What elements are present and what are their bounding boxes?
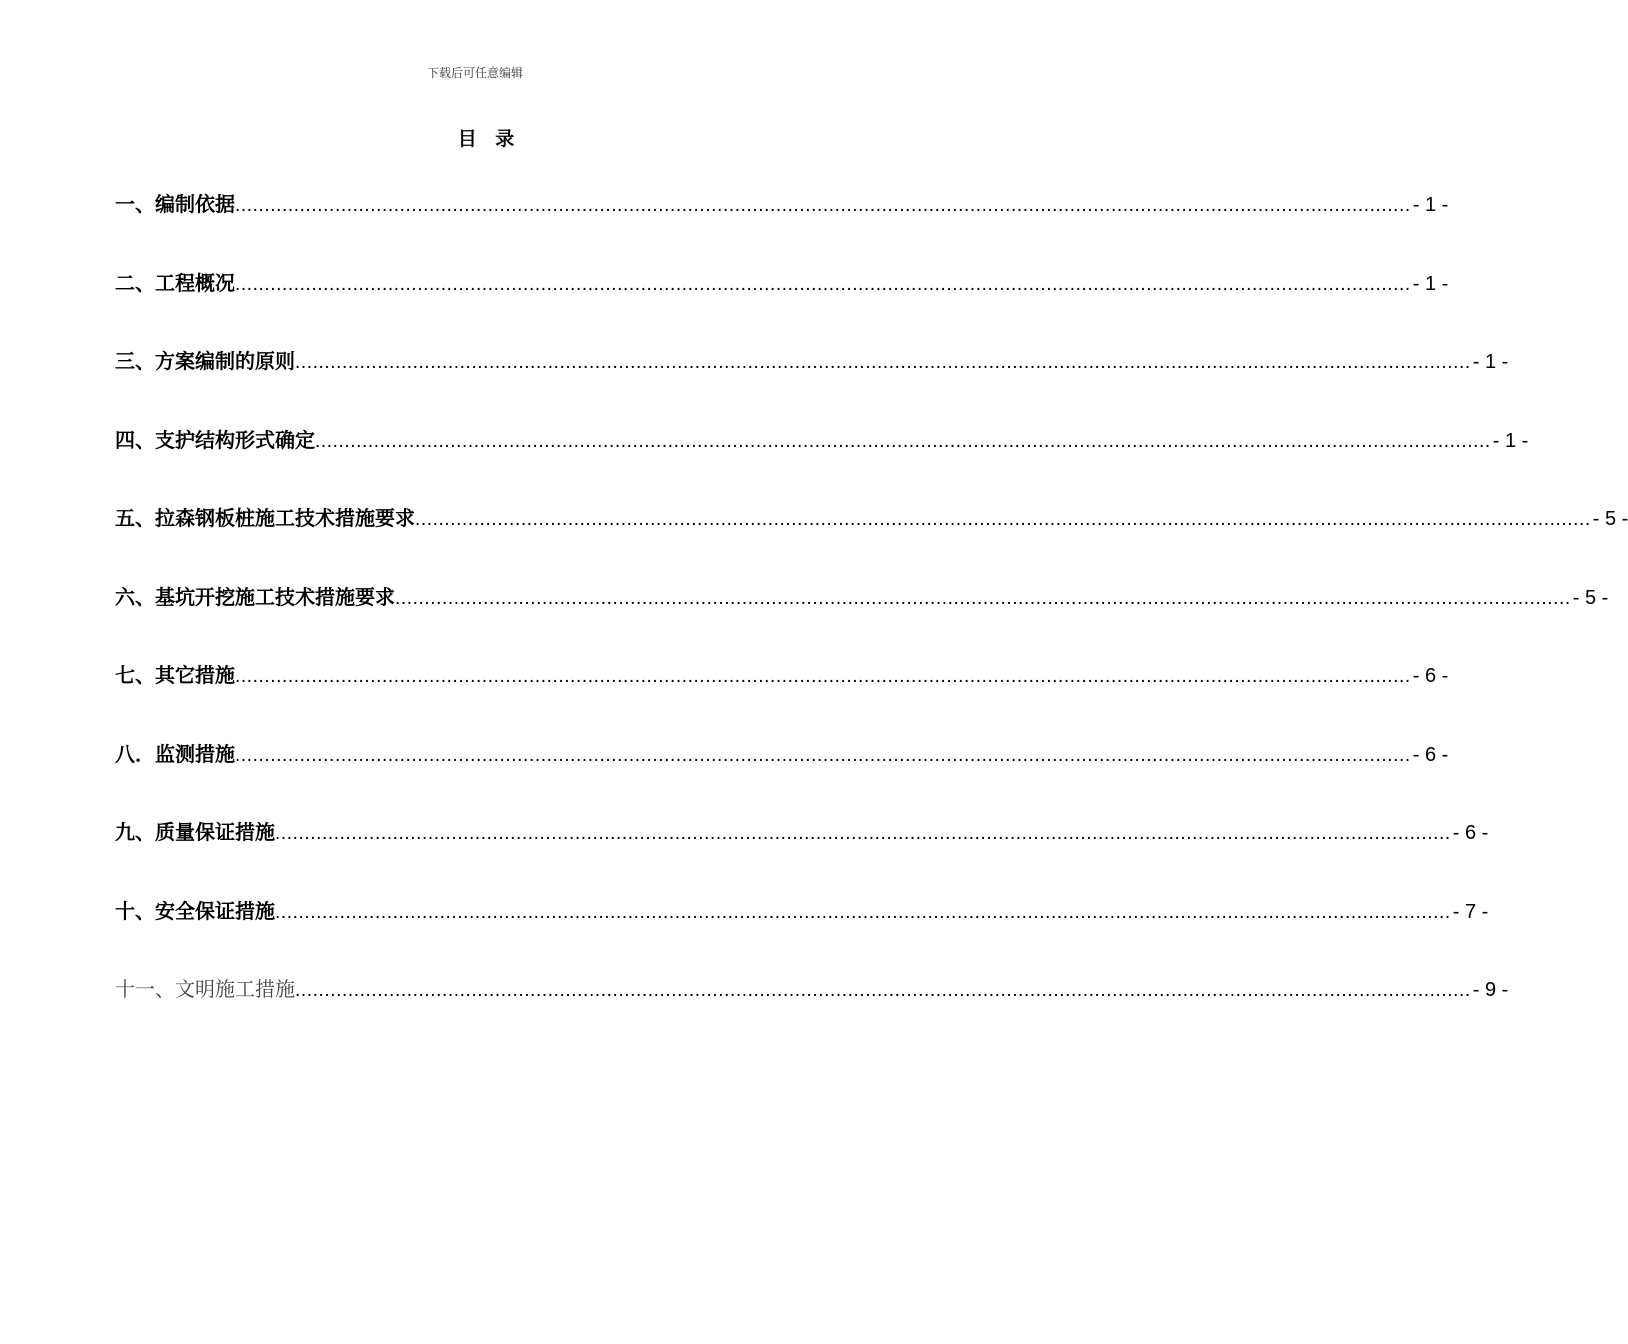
toc-page-number: - 9 - [1472,979,1509,1001]
toc-entry-title: 三、方案编制的原则 [115,349,295,373]
toc-page-number: - 1 - [1412,194,1449,216]
toc-page-number: - 6 - [1412,665,1449,687]
toc-leader-dots: ........................................................................................................................................................................................................ [315,430,1491,452]
toc-entry-title: 七、其它措施 [115,663,235,687]
toc-entry[interactable] [115,657,1449,736]
toc-page-number: - 6 - [1452,822,1489,844]
toc-entry[interactable] [115,736,1449,815]
page-title: 目 录 [457,128,521,150]
toc-page-number: - 7 - [1452,900,1489,923]
toc-page-number: - 5 - [1572,586,1609,609]
toc-entry[interactable] [115,265,1449,344]
toc-leader-dots: ........................................................................................................................................................................................................ [275,901,1451,923]
toc-entry[interactable] [115,422,1529,501]
toc-entry-title: 九、质量保证措施 [115,820,275,844]
toc-entry-title: 八．监测措施 [115,741,235,766]
toc-page-number: - 1 - [1492,429,1529,452]
toc-leader-dots: ........................................................................................................................................................................................................ [295,352,1471,373]
toc-entry[interactable] [115,971,1509,1050]
toc-leader-dots: ........................................................................................................................................................................................................ [235,666,1411,687]
toc-entry[interactable] [115,500,1628,579]
toc-page-number: - 1 - [1472,351,1509,373]
table-of-contents [115,186,1628,1050]
toc-leader-dots: ........................................................................................................................................................................................................ [415,509,1591,530]
toc-leader-dots: ........................................................................................................................................................................................................ [295,980,1471,1001]
header-note: 下载后可任意编辑 [426,66,523,80]
toc-page-number: - 1 - [1412,272,1449,295]
toc-leader-dots: ........................................................................................................................................................................................................ [235,273,1411,295]
toc-entry-title: 五、拉森钢板桩施工技术措施要求 [115,506,415,530]
toc-entry[interactable] [115,579,1609,658]
toc-page-number: - 5 - [1592,508,1628,530]
toc-entry[interactable] [115,343,1509,422]
toc-entry[interactable] [115,893,1489,972]
toc-page-number: - 6 - [1412,743,1449,766]
toc-entry[interactable] [115,814,1489,893]
toc-entry-title: 一、编制依据 [115,192,235,216]
toc-entry[interactable] [115,186,1449,265]
toc-entry-title: 六、基坑开挖施工技术措施要求 [115,584,395,609]
toc-leader-dots: ........................................................................................................................................................................................................ [275,823,1451,844]
toc-entry-title: 十、安全保证措施 [115,898,275,923]
toc-entry-title: 四、支护结构形式确定 [115,427,315,452]
toc-entry-title: 二、工程概况 [115,270,235,295]
toc-leader-dots: ........................................................................................................................................................................................................ [235,744,1411,766]
toc-leader-dots: ........................................................................................................................................................................................................ [395,587,1571,609]
toc-leader-dots: ........................................................................................................................................................................................................ [235,195,1411,216]
toc-entry-title: 十一、文明施工措施 [115,977,295,1001]
